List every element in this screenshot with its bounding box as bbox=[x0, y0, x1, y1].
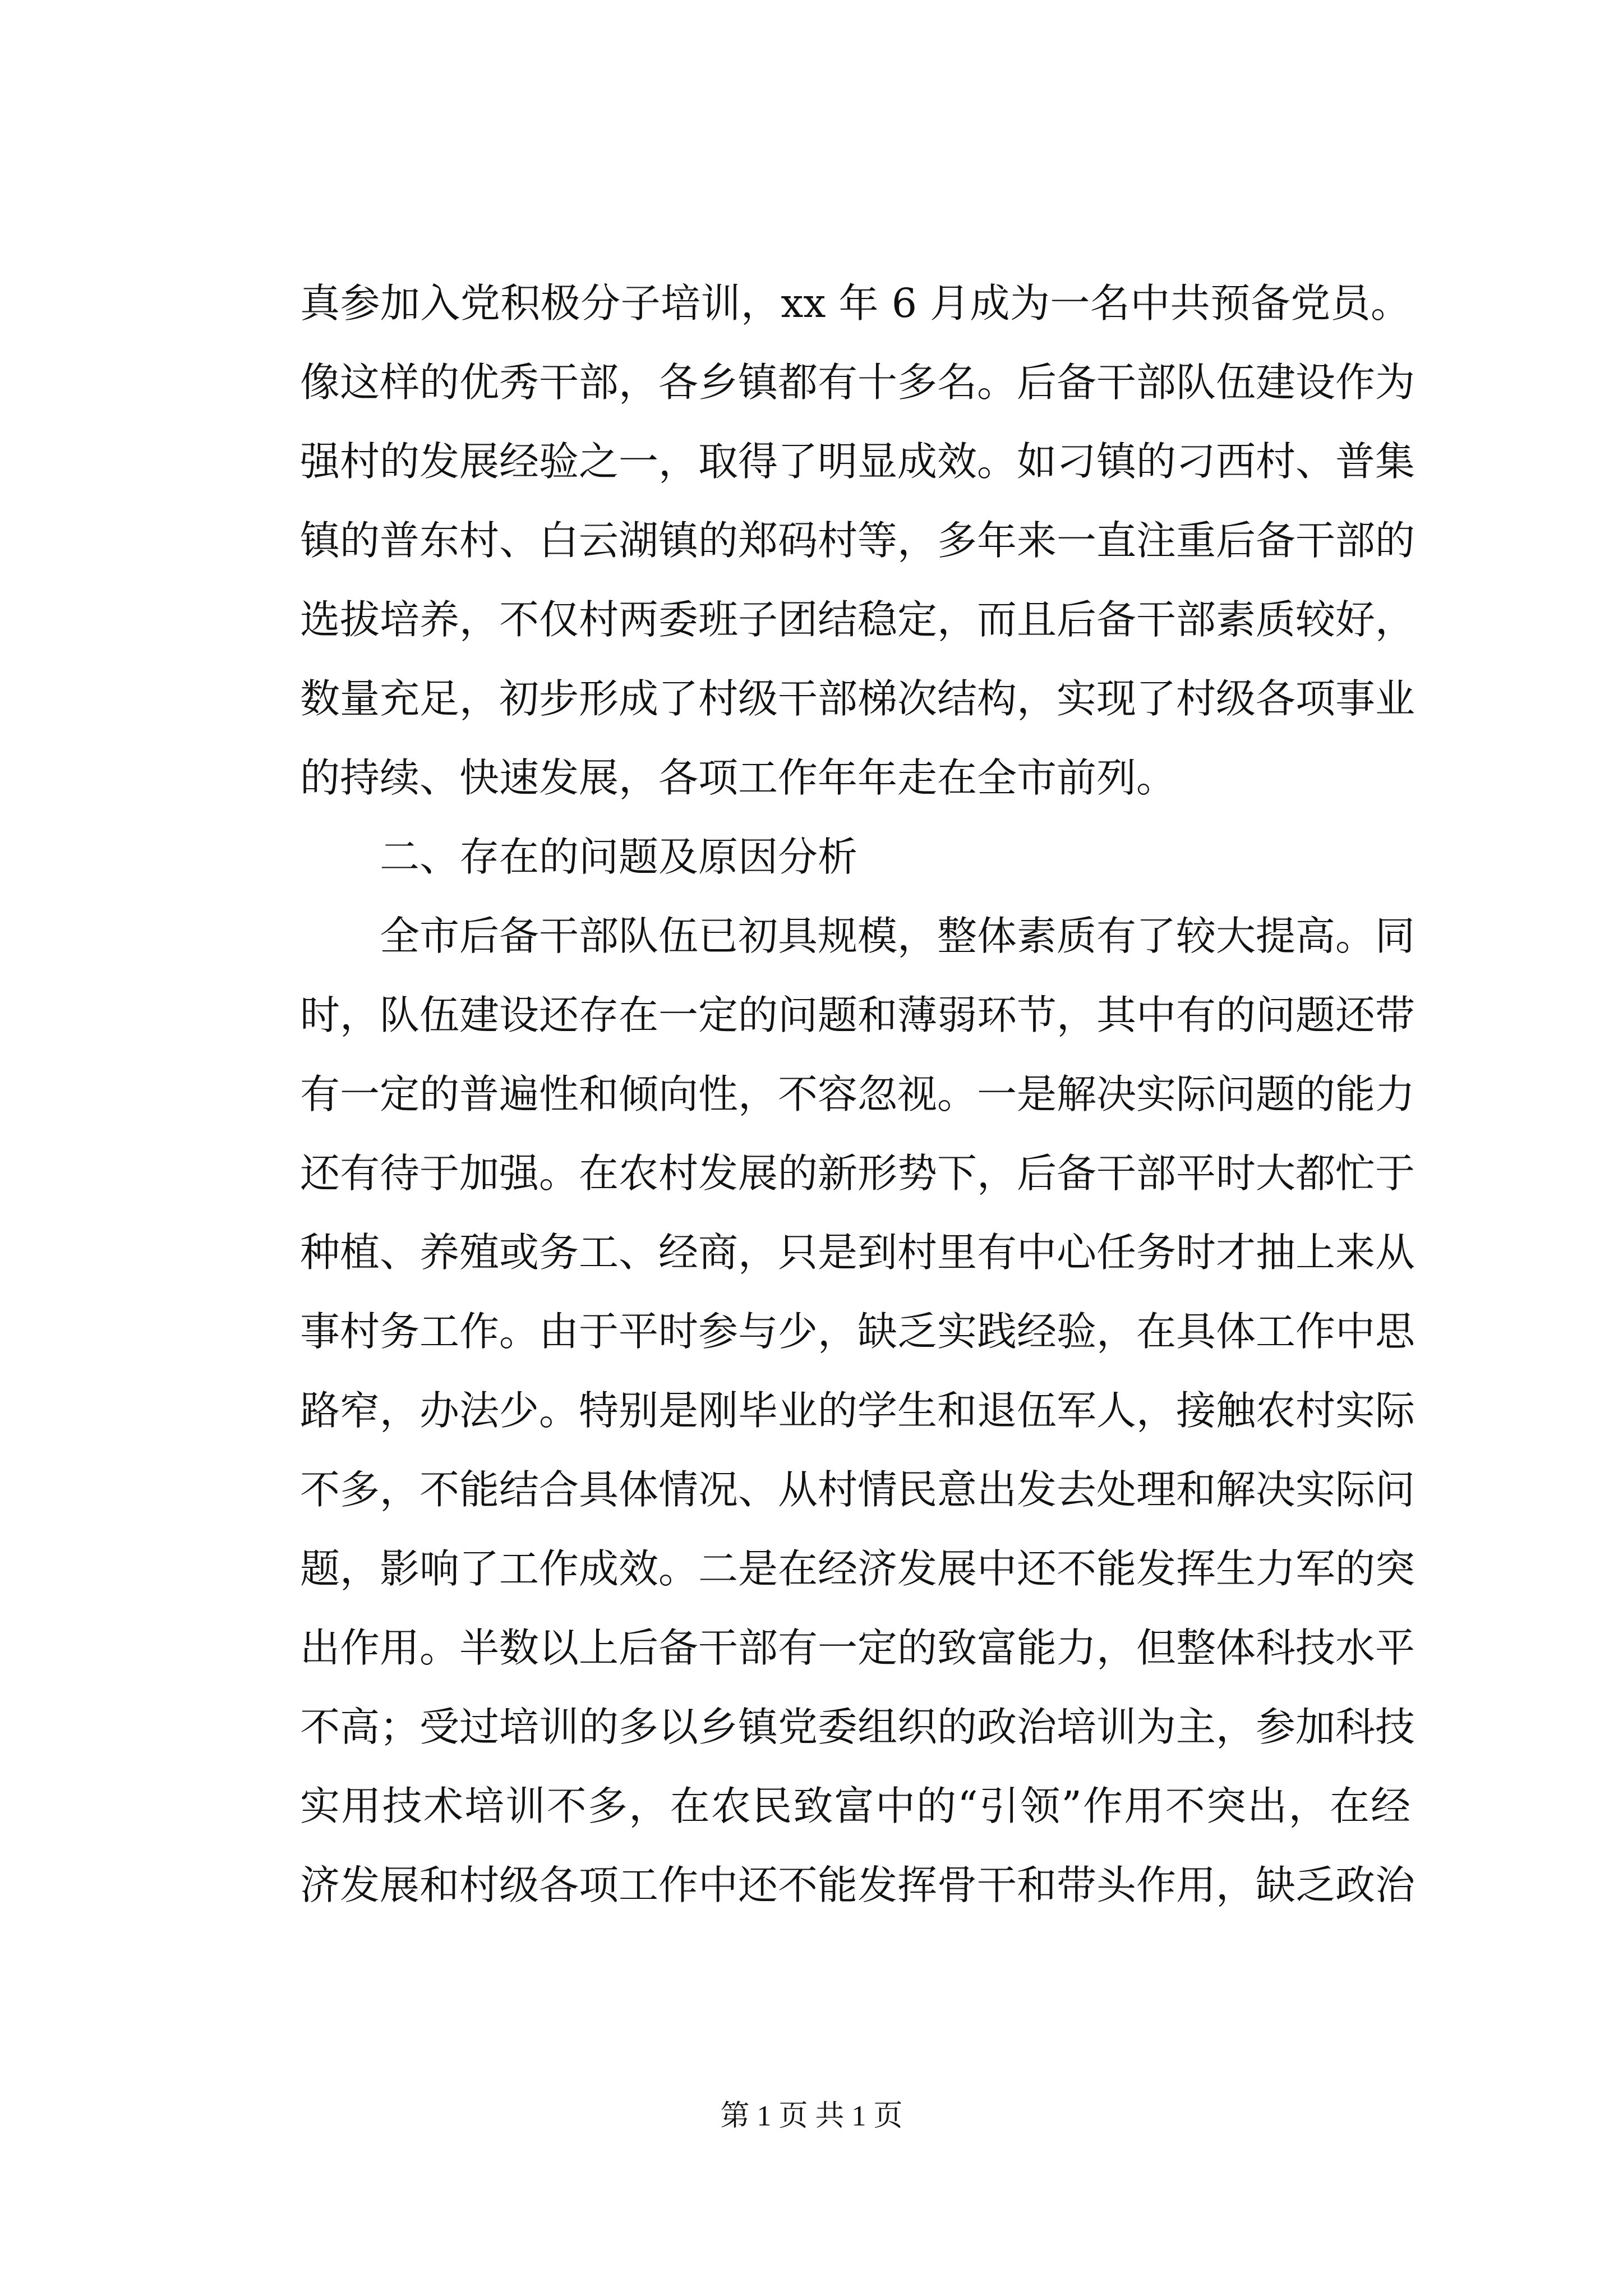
text-line: 事村务工作。由于平时参与少，缺乏实践经验，在具体工作中思 bbox=[300, 1308, 1415, 1355]
text-line: 不高；受过培训的多以乡镇党委组织的政治培训为主，参加科技 bbox=[300, 1704, 1415, 1750]
text-line: 二、存在的问题及原因分析 bbox=[300, 834, 858, 880]
text-line: 强村的发展经验之一，取得了明显成效。如刁镇的刁西村、普集 bbox=[300, 438, 1415, 485]
text-line: 不多，不能结合具体情况、从村情民意出发去处理和解决实际问 bbox=[300, 1466, 1415, 1513]
text-line: 种植、养殖或务工、经商，只是到村里有中心任务时才抽上来从 bbox=[300, 1229, 1415, 1276]
text-line: 数量充足，初步形成了村级干部梯次结构，实现了村级各项事业 bbox=[300, 675, 1415, 722]
page-footer: 第 1 页 共 1 页 bbox=[720, 2100, 903, 2132]
text-line: 全市后备干部队伍已初具规模，整体素质有了较大提高。同 bbox=[300, 913, 1415, 959]
text-line: 镇的普东村、白云湖镇的郑码村等，多年来一直注重后备干部的 bbox=[300, 517, 1415, 564]
text-line: 选拔培养，不仅村两委班子团结稳定，而且后备干部素质较好， bbox=[300, 596, 1415, 643]
text-line: 济发展和村级各项工作中还不能发挥骨干和带头作用，缺乏政治 bbox=[300, 1862, 1415, 1908]
text-line: 还有待于加强。在农村发展的新形势下，后备干部平时大都忙于 bbox=[300, 1150, 1415, 1197]
text-line: 路窄，办法少。特别是刚毕业的学生和退伍军人，接触农村实际 bbox=[300, 1387, 1415, 1434]
text-line: 有一定的普遍性和倾向性，不容忽视。一是解决实际问题的能力 bbox=[300, 1071, 1415, 1117]
text-line: 的持续、快速发展，各项工作年年走在全市前列。 bbox=[300, 754, 1177, 801]
text-line: 出作用。半数以上后备干部有一定的致富能力，但整体科技水平 bbox=[300, 1625, 1415, 1671]
text-line: 实用技术培训不多，在农民致富中的“引领”作用不突出，在经 bbox=[300, 1783, 1410, 1829]
text-line: 像这样的优秀干部，各乡镇都有十多名。后备干部队伍建设作为 bbox=[300, 359, 1415, 406]
document-body bbox=[300, 264, 1415, 1925]
text-line: 题，影响了工作成效。二是在经济发展中还不能发挥生力军的突 bbox=[300, 1545, 1415, 1592]
text-line: 真参加入党积极分子培训，xx 年 6 月成为一名中共预备党员。 bbox=[300, 280, 1410, 326]
text-line: 时，队伍建设还存在一定的问题和薄弱环节，其中有的问题还带 bbox=[300, 992, 1415, 1038]
